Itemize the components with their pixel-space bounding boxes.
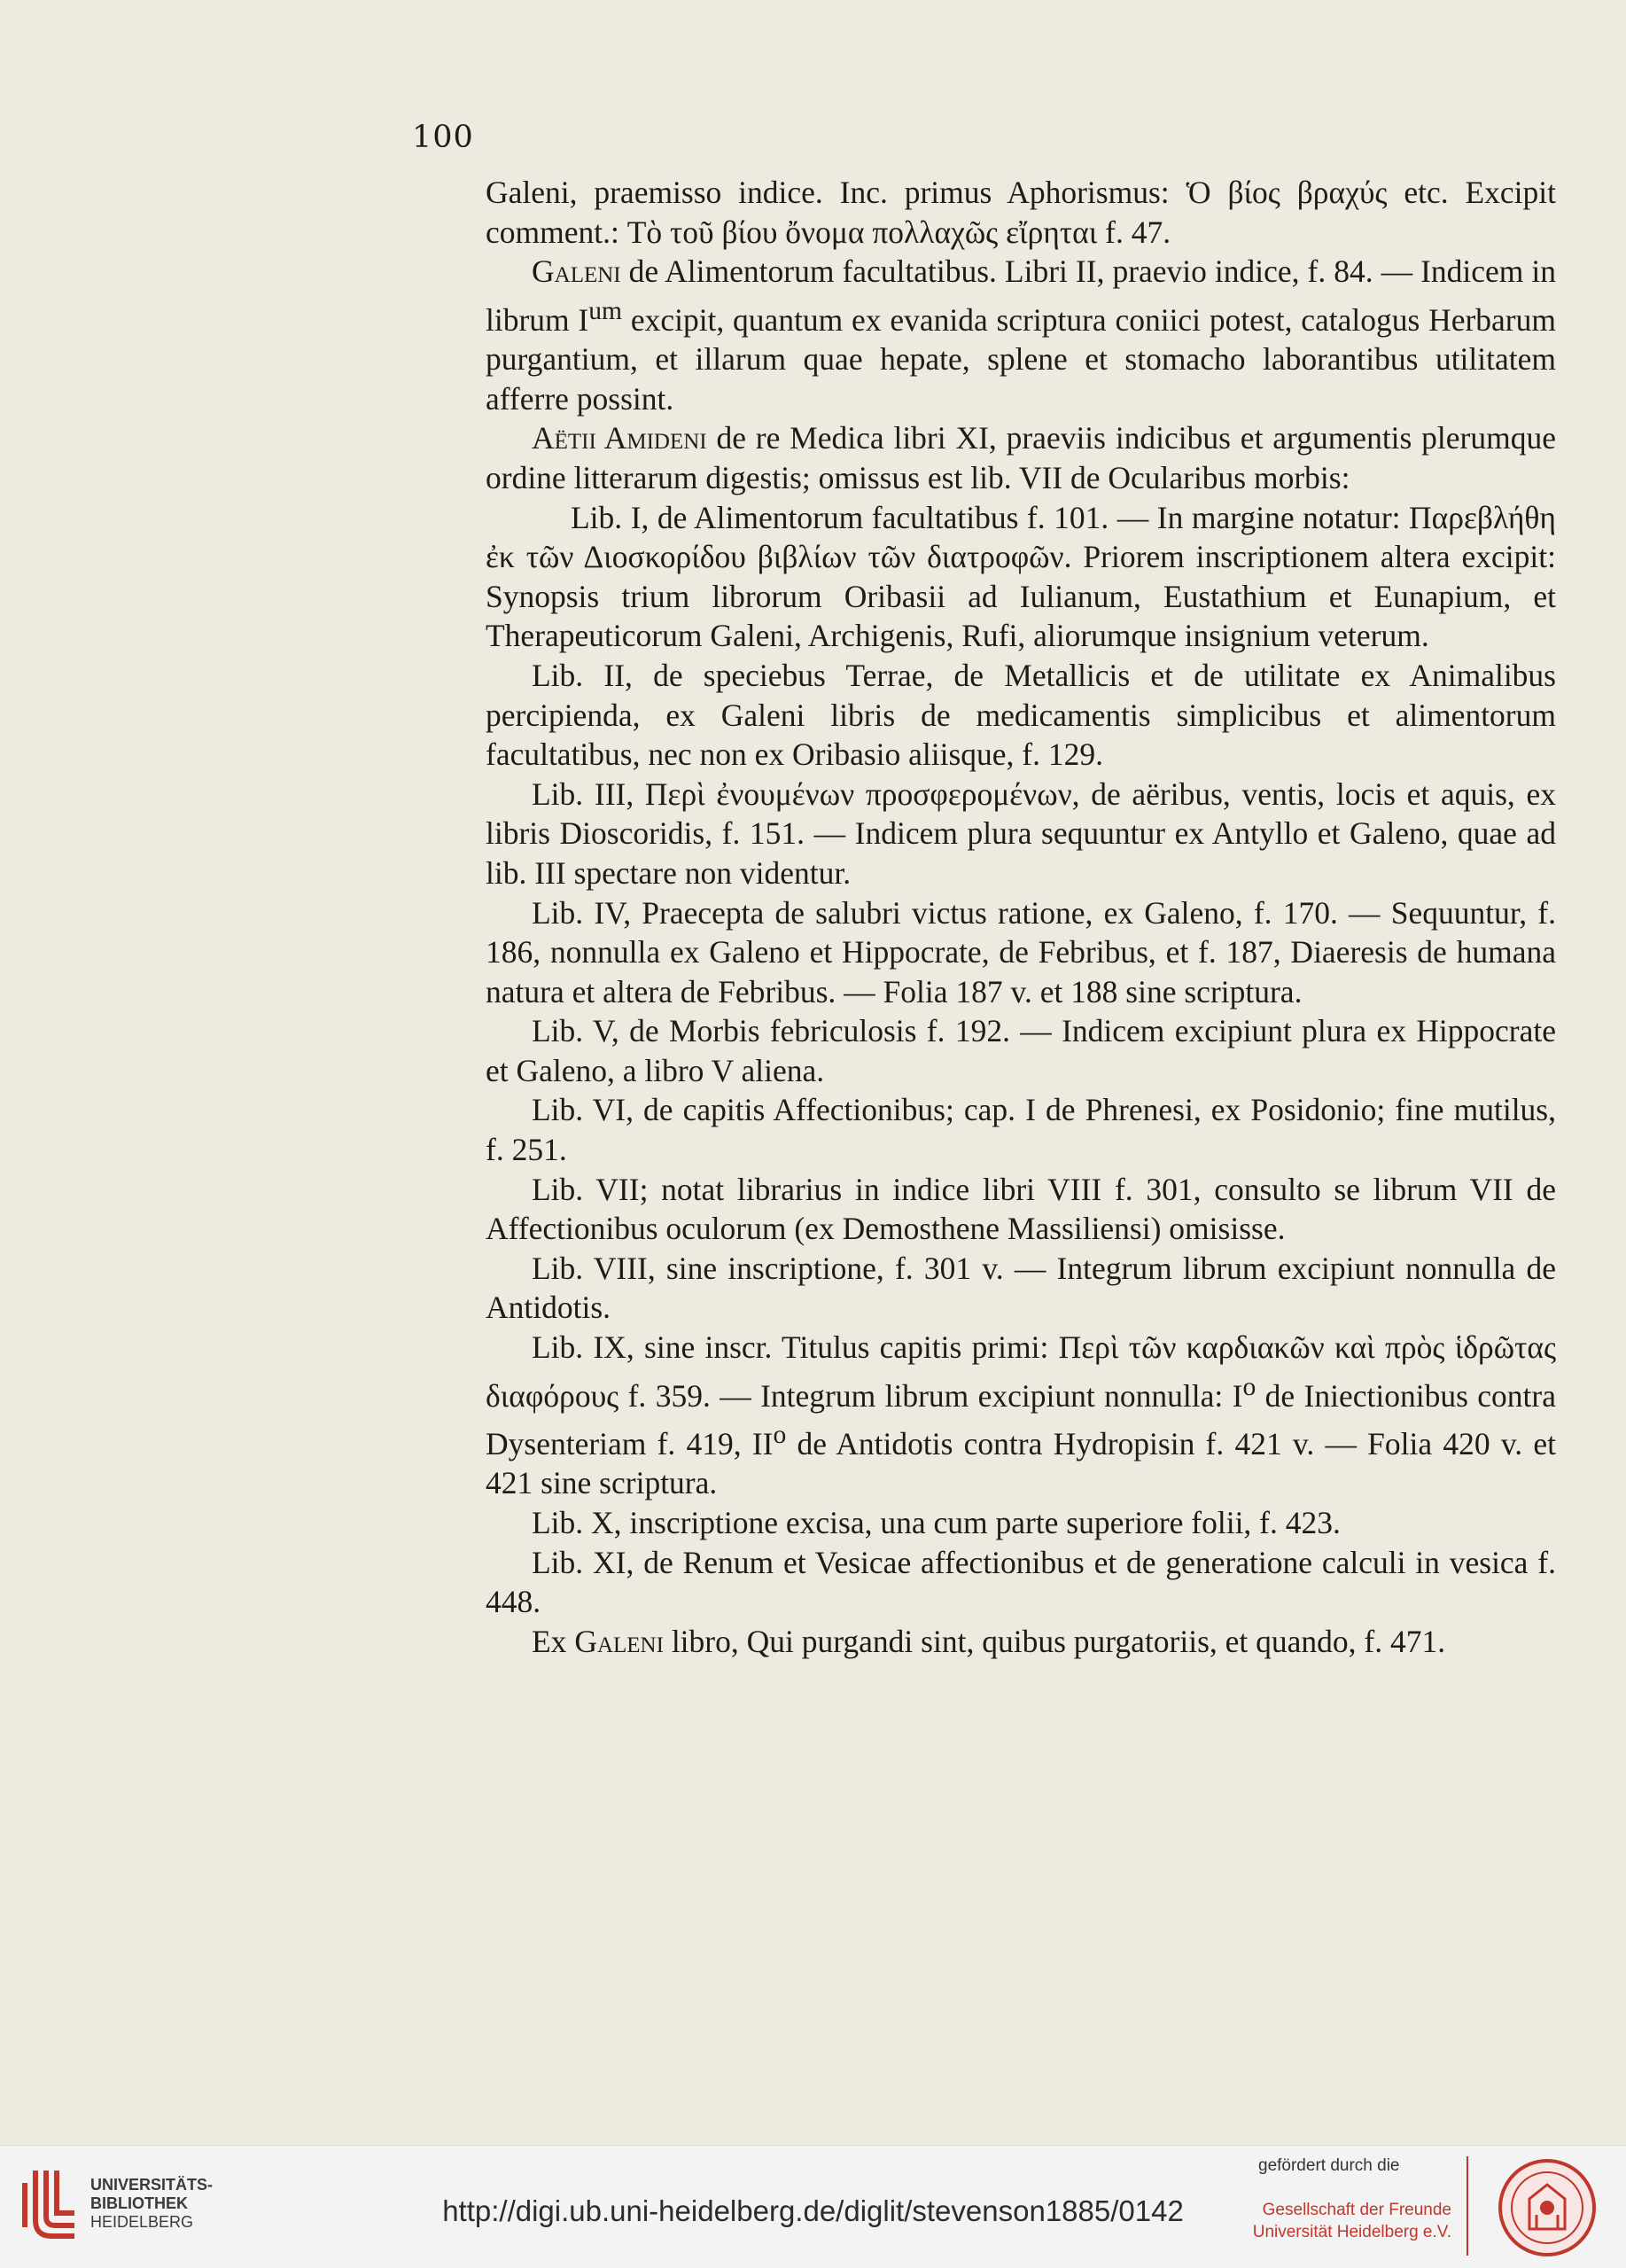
body-text [486,173,1556,1661]
library-name-line-1: UNIVERSITÄTS- [90,2176,214,2194]
sponsor-name-line-2: Universität Heidelberg e.V. [1252,2223,1451,2241]
paragraph-7: Lib. IV, Praecepta de salubri victus ratione, ex Galeno, f. 170. — Sequuntur, f. 186, nonnulla ex Galeno et Hippocrate, de Febribus, et f. 187, Diaeresis de humana natura et altera de Febribus. — Folia 187 v. et 188 sine scriptura. [486,894,1556,1009]
paragraph-4: Lib. I, de Alimentorum facultatibus f. 101. — In margine notatur: Παρεβλήθη ἐκ τῶν Διοσκορίδου βιβλίων τῶν διατροφῶν. Priorem inscriptionem altera excipit: Synopsis trium librorum Oribasii ad Iulianum, Eustathium et Eunapium, et Therapeuticorum Galeni, Archigenis, Rufi, aliorumque insignium veterum. [486,499,1556,654]
university-seal-icon[interactable] [1498,2158,1597,2257]
paragraph-2: Galeni de Alimentorum facultatibus. Libri II, praevio indice, f. 84. — Indicem in librum $I^{um}$ excipit, quantum ex evanida scriptura coniici potest, catalogus Herbarum purgantium, et illarum quae hepate, splene et stomacho laborantibus utilitatem afferre possint. [486,253,1556,417]
sponsor-name-line-1: Gesellschaft der Freunde [1262,2201,1451,2219]
permalink-url[interactable]: http://digi.ub.uni-heidelberg.de/diglit/stevenson1885/0142 [442,2194,1184,2227]
sponsor-label: gefördert durch die [1258,2156,1400,2175]
paragraph-13: Lib. X, inscriptione excisa, una cum parte superiore folii, f. 423. [532,1505,1341,1541]
paragraph-6: Lib. III, Περὶ ἐνουμένων προσφερομένων, de aëribus, ventis, locis et aquis, ex libris Dioscoridis, f. 151. — Indicem plura sequuntur ex Antyllo et Galeno, quae ad lib. III spectare non videntur. [486,775,1556,891]
paragraph-11: Lib. VIII, sine inscriptione, f. 301 v. — Integrum librum excipiunt nonnulla de Antidotis. [486,1250,1556,1326]
paragraph-3: Aëtii Amideni de re Medica libri XI, praeviis indicibus et argumentis plerumque ordine litterarum digestis; omissus est lib. VII de Ocularibus morbis: [486,420,1556,495]
paragraph-5: Lib. II, de speciebus Terrae, de Metallicis et de utilitate ex Animalibus percipienda, ex Galeni libris de medicamentis simplicibus et alimentorum facultatibus, nec non ex Oribasio aliisque, f. 129. [486,657,1556,773]
sponsor-divider [1467,2156,1468,2256]
library-name-line-2: BIBLIOTHEK [90,2194,188,2212]
paragraph-15: Ex Galeni libro, Qui purgandi sint, quibus purgatoriis, et quando, f. 471. [532,1623,1446,1659]
viewer-footer [0,2145,1626,2268]
sponsor-name [1249,2199,1451,2243]
library-name-line-3: HEIDELBERG [90,2213,194,2231]
paragraph-12: Lib. IX, sine inscr. Titulus capitis primi: Περὶ τῶν καρδιακῶν καὶ πρὸς ἱδρῶτας διαφόρους f. 359. — Integrum librum excipiunt nonnulla: $I^o$ de Iniectionibus contra Dysenteriam f. 419, $II^o$ de Antidotis contra Hydropisin f. 421 v. — Folia 420 v. et 421 sine scriptura. [486,1329,1556,1501]
paragraph-8: Lib. V, de Morbis febriculosis f. 192. — Indicem excipiunt plura ex Hippocrate et Galeno, a libro V aliena. [486,1013,1556,1088]
paragraph-10: Lib. VII; notat librarius in indice libri VIII f. 301, consulto se librum VII de Affectionibus oculorum (ex Demosthene Massiliensi) omisisse. [486,1171,1556,1247]
paragraph-1: Galeni, praemisso indice. Inc. primus Aphorismus: Ὁ βίος βραχύς etc. Excipit comment.: Τὸ τοῦ βίου ὄνομα πολλαχῶς εἴρηται f. 47. [486,175,1556,250]
paragraph-14: Lib. XI, de Renum et Vesicae affectionibus et de generatione calculi in vesica f. 448. [486,1544,1556,1620]
page-number: 100 [412,120,474,155]
paragraph-9: Lib. VI, de capitis Affectionibus; cap. I de Phrenesi, ex Posidonio; fine mutilus, f. 251. [486,1092,1556,1168]
